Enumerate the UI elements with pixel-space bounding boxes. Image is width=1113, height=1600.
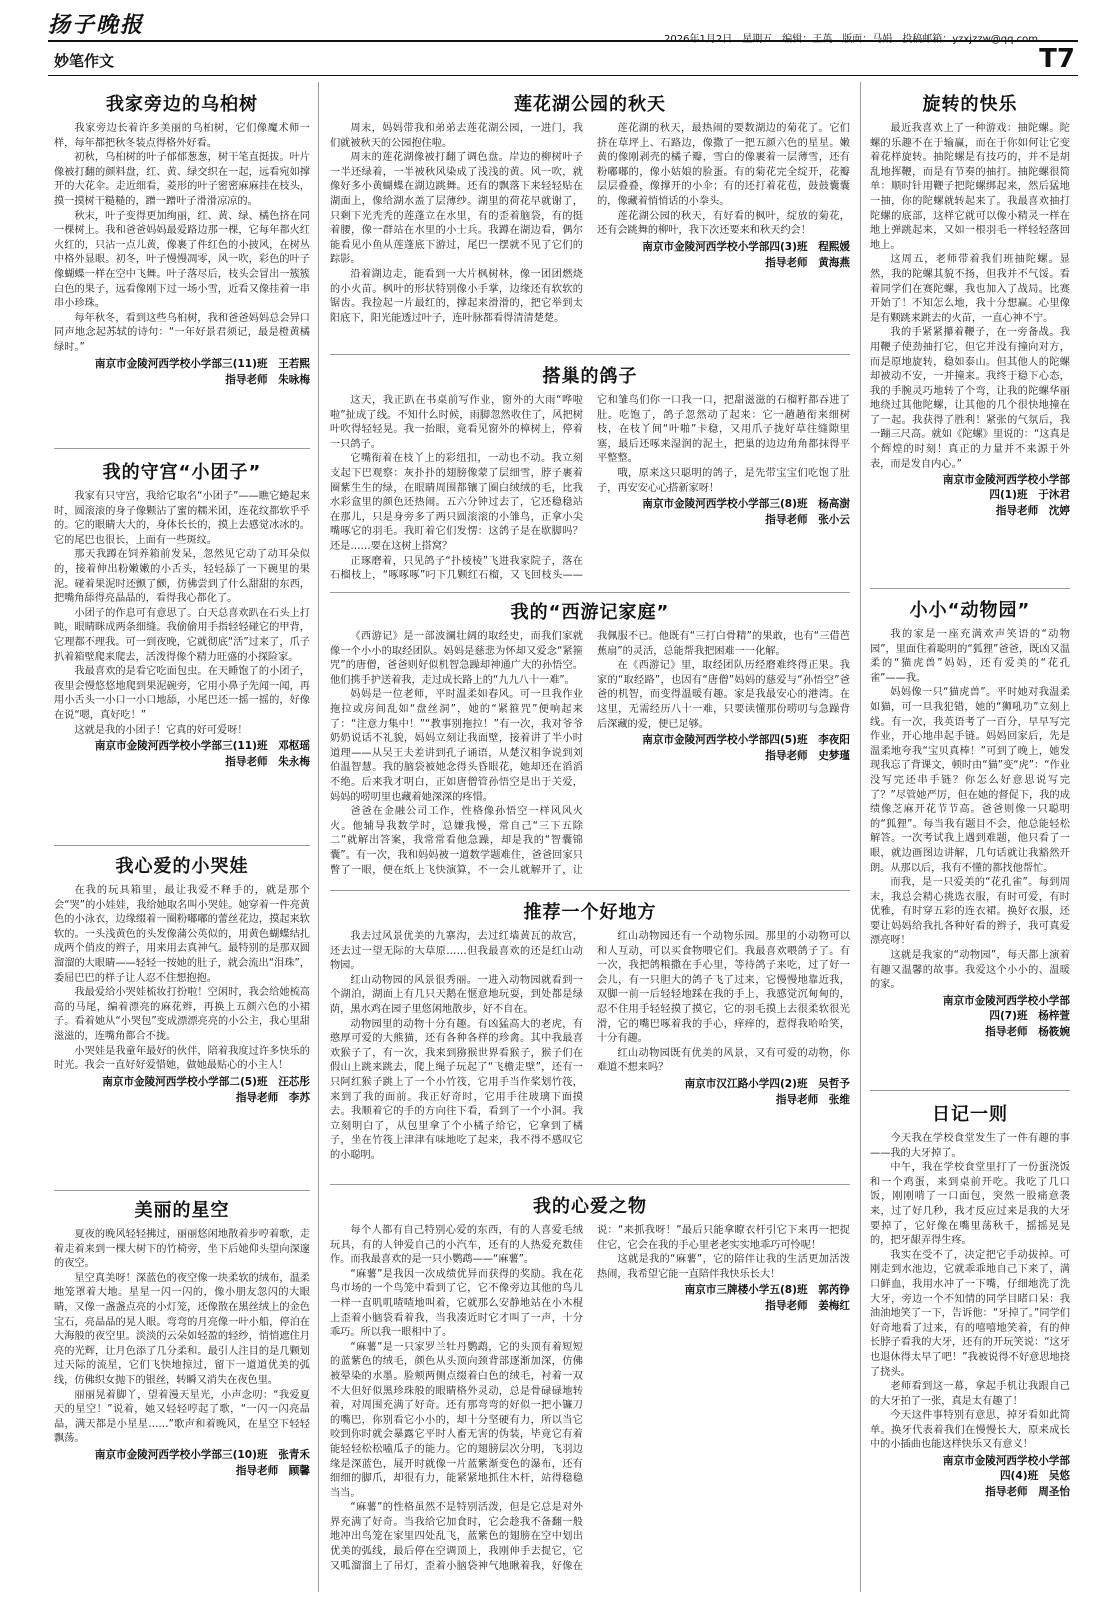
- article-author: 南京市金陵河西学校小学部 四(4)班 吴悠: [942, 1455, 1070, 1483]
- article-riji: [870, 1100, 1070, 1594]
- article-author: 南京市金陵河西学校小学部三(10)班 张青禾: [94, 1448, 310, 1461]
- article-teacher: 指导老师 黄海燕: [765, 256, 850, 269]
- section-title: 妙笔作文: [54, 52, 115, 70]
- masthead: [48, 8, 1068, 40]
- article-divider: [54, 845, 310, 846]
- article-title: 我的心爱之物: [533, 1196, 647, 1217]
- article-kuwawa: [54, 852, 310, 1182]
- article-body: 每个人都有自己特别心爱的东西，有的人喜爱毛绒玩具，有的人钟爱自己的小汽车，还有的人热爱充数佳作。而我最喜欢的是一只小鹦鹉——“麻薯”。 “麻薯”是我因一次成绩优异而获得的奖励。我在花鸟市场的一个鸟笼中看到了它，它不像旁边其他的鸟儿一样一直叽叽喳喳地叫着，它就那么安静地站在小木棍上歪着小脑袋看着我，当我凑近时它才叫了一声，十分乖巧。所以我一眼相中了。 “麻薯”是一只家罗兰牡丹鹦鹉，它的头顶有着短短的蓝紫色的绒毛，颜色从头顶向颈背部逐渐加深，仿佛被晕染的水墨。脸颊两侧点缀着白色的绒毛，衬着一双不大但好似黑珍珠般的眼睛格外灵动，总是骨碌碌地转着，对周围充满了好奇。还有那弯弯的好似一把小镰刀的嘴巴，你别看它小小的，却十分坚硬有力，所以当它咬到你时就会暴露它平时人畜无害的伪装，毕竟它有着能轻轻松松嗑瓜子的能力。它的翅膀层次分明，飞羽边缘是深蓝色，展开时就像一片蓝紫渐变色的瀑布，还有细细的脚爪，却很有力，能紧紧地抓住木杆，站得稳稳当当。 “麻薯”的性格虽然不是特别活泼，但是它总是对外界充满了好奇。当我给它加食时，它会趁我不备翻一般地冲出鸟笼在家里四处乱飞，蓝紫色的翅膀在空中划出优美的弧线，最后停在空调顶上，我刚伸手去捉它，它又呱溜溜上了吊灯，歪着小脑袋神气地瞅着我，好像在说：“来抓我呀！”最后只能拿瞭衣杆引它下来再一把捉住它，它会在我的手心里老老实实地乖巧可怜呢！ 这就是我的“麻薯”，它的陪伴让我的生活更加活泼热闹，我希望它能一直陪伴我快乐长大！ 南京市三牌楼小学五(8)班 郭芮铮 指导老师 姜梅红: [330, 1225, 850, 1572]
- article-xinaizhiwu: [330, 1192, 850, 1594]
- header-rule: [48, 40, 1078, 42]
- article-body: 在我的玩具箱里，最让我爱不释手的，就是那个会“哭”的小娃娃，我给她取名叫小哭娃。她穿着一件亮黄色的小泳衣，边缘缀着一圈粉嘟嘟的蕾丝花边，摸起来软软的。一头浅黄色的头发像蒲公英似的，用黄色蝴蝶结扎成两个俏皮的辫子，用来用去真神气。最特别的是那双圆溜溜的大眼睛——轻轻一按她的肚子，就会流出“泪珠”，委屈巴巴的样子让人忍不住想抱抱。 我最爱给小哭娃梳妆打扮啦！空闲时，我会给她梳高高的马尾，编着漂亮的麻花辫，再换上五颜六色的小裙子。看着她从“小哭包”变成漂漂亮亮的小公主，我心里甜滋滋的，连嘴角都合不拢。 小哭娃是我童年最好的伙伴，陪着我度过许多快乐的时光。我会一直好好爱惜她，做她最贴心的小主人！: [54, 885, 310, 1072]
- article-title: 我的“西游记家庭”: [510, 602, 670, 623]
- article-xuanzhuan: [870, 90, 1070, 584]
- article-teacher: 指导老师 李苏: [235, 1091, 310, 1104]
- article-body: 我去过风景优美的九寨沟，去过红墙黄瓦的故宫，还去过一望无际的大草原……但我最喜欢的还是红山动物园。 红山动物园的风景很秀丽。一进入动物园就看到一个湖泊，湖面上有几只天鹅在惬意地玩耍，到处都是绿荫，黑水鸡在园子里悠闲地散步，好不自在。 动物园里的动物十分有趣。有凶猛高大的老虎，有憨厚可爱的大熊猫，还有各种各样的珍禽。其中我最喜欢猴子了，有一次，我来到猕猴世界看猴子，猴子们在假山上跳来跳去，爬上绳子玩起了“飞檐走壁”，还有一只阿红猴子跳上了一个小竹筏，它用手当作桨划竹筏，来到了我的面前。我正好奇时，它用手往玻璃下面摸去。我顺着它的手的方向往下看，看到了一个小洞。我立刻明白了，从包里拿了个小橘子给它，它拿到了橘子，坐在竹筏上津津有味地吃了起来，我不得不感叹它的小聪明。 红山动物园还有一个动物乐园。那里的小动物可以和人互动，可以买食物喂它们。我最喜欢喂鸽子了。有一次，我把鸽粮撒在手心里，等待鸽子来吃，过了好一会儿，有一只胆大的鸽子飞了过来，它慢慢地靠近我，双脚一前一后轻轻地踩在我的手上，我感觉沉甸甸的，忍不住用手轻轻摸了摸它，它的羽毛摸上去很柔软很光滑，它的嘴巴啄着我的手心，痒痒的，惹得我哈哈笑，十分有趣。 红山动物园既有优美的风景，又有可爱的动物，你难道不想来吗？ 南京市汉江路小学四(2)班 吴哲予 指导老师 张维: [330, 931, 850, 1161]
- article-title: 美丽的星空: [134, 1200, 230, 1221]
- article-author: 南京市金陵河西学校小学部 四(1)班 于沐君: [942, 474, 1070, 502]
- article-haodifang: [330, 898, 850, 1180]
- article-teacher: 指导老师 张小云: [765, 514, 850, 527]
- article-title: 我心爱的小哭娃: [115, 856, 249, 877]
- article-teacher: 指导老师 张维: [775, 1093, 850, 1106]
- article-author: 南京市金陵河西学校小学部二(5)班 汪芯彤: [102, 1075, 310, 1088]
- article-dongwuyuan: [870, 596, 1070, 1076]
- article-title: 我家旁边的乌桕树: [106, 94, 258, 115]
- column-divider: [318, 82, 319, 1592]
- page-number: T7: [1039, 44, 1075, 74]
- article-xiaotuanzi: [54, 458, 310, 838]
- article-title: 旋转的快乐: [922, 94, 1018, 115]
- article-body: 我家旁边长着许多美丽的乌桕树，它们像魔术师一样，每年都把秋冬装点得格外好看。 初秋，乌桕树的叶子郁郁葱葱，树干笔直挺拔。叶片像被打翻的颜料盘，红、黄、绿交织在一起，远看宛如撑开的大花伞。走近细看，菱形的叶子密密麻麻挂在枝头，摸一摸树干糙糙的，蹭一蹭叶子滑滑凉凉的。 秋末，叶子变得更加绚丽，红、黄、绿、橘色挤在同一棵树上。我和爸爸妈妈最爱路边那一棵，它每年都火红火红的，只沾一点儿黄，像裹了件红色的小披风，在树丛中格外显眼。初冬，叶子慢慢凋零，风一吹，彩色的叶子像蝴蝶一样在空中飞舞。叶子落尽后，枝头会冒出一簇簇白色的果子，远看像刚下过一场小雪，近看又像挂着一串串小珍珠。 每年秋冬，看到这些乌桕树，我和爸爸妈妈总会异口同声地念起苏轼的诗句：“一年好景君须记，最是橙黄橘绿时。”: [54, 123, 310, 353]
- newspaper-logo: 扬子晚报: [48, 12, 145, 38]
- article-divider: [54, 448, 310, 449]
- article-author: 南京市金陵河西学校小学部三(11)班 邓枢瑶: [94, 740, 310, 753]
- article-author: 南京市金陵河西学校小学部三(8)班 杨高澍: [642, 498, 850, 511]
- article-teacher: 指导老师 史梦瑾: [765, 750, 850, 763]
- article-teacher: 指导老师 朱咏梅: [225, 373, 310, 386]
- article-title: 搭巢的鸽子: [542, 366, 638, 387]
- article-author: 南京市金陵河西学校小学部四(5)班 李夜阳: [642, 734, 850, 747]
- article-divider: [330, 1184, 850, 1185]
- article-teacher: 指导老师 顾馨: [235, 1464, 310, 1477]
- article-author: 南京市三牌楼小学五(8)班 郭芮铮: [684, 1284, 850, 1297]
- article-body: 我的家是一座充满欢声笑语的“动物园”，里面住着聪明的“狐狸”爸爸，既凶又温柔的“猫虎兽”妈妈，还有爱美的“花孔雀”——我。 妈妈像一只“猫虎兽”。平时她对我温柔如猫，可一旦我犯错，她的“狮吼功”立刻上线。有一次，我英语考了一百分，早早写完作业，开心地串起手链。妈妈回家后，先是温柔地夸我“宝贝真棒！”可到了晚上，她发现我忘了背课文，顿时由“猫”变“虎”：“作业没写完还串手链？你怎么好意思说写完了？”尽管她严厉，但在她的督促下，我的成绩像芝麻开花节节高。爸爸则像一只聪明的“狐狸”。每当我有题目不会，他总能轻松解答。一次考试我上遇到难题，他只看了一眼，就边画图边讲解，几句话就让我豁然开朗。从那以后，我有不懂的都找他帮忙。 而我，是一只爱美的“花孔雀”。每到周末，我总会精心挑选衣服，有时可爱，有时优雅，有时穿五彩的连衣裙。换好衣服，还要让妈妈给我扎各种好看的辫子，我可真爱漂亮呀！ 这就是我家的“动物园”，每天都上演着有趣又温馨的故事。我爱这个小小的、温暖的家。: [870, 629, 1070, 991]
- article-xingkong: [54, 1196, 310, 1594]
- article-body: 这天，我正趴在书桌前写作业，窗外的大雨“哗啦啦”扯成了线。不知什么时候，雨脚忽然收住了，风把树叶吹得轻轻晃。我一抬眼，竟看见窗外的樟树上，停着一只鸽子。 它嘴衔着在枝丫上的彩纽扣，一动也不动。我立刻支起下巴观察：灰扑扑的翅膀像蒙了层细雪，脖子裹着圈紫生生的绿，在眼睛周围都镶了圈白绒绒的毛，比我水彩盒里的颜色还热闹。五六分钟过去了，它还稳稳站在那儿，只是身旁多了两只圆滚滚的小雏鸟，正拿小尖嘴啄它的羽毛。我盯着它们发愣：这鸽子是在歇脚吗？还是……要在这树上搭窝？ 正琢磨着，只见鸽子“扑棱棱”飞进我家院子，落在石榴枝上，“啄啄啄”叼下几颗红石榴，又飞回枝头——它和雏鸟们你一口我一口，把甜滋滋的石榴籽都吞进了肚。吃饱了，鸽子忽然动了起来：它一趟趟衔来细树枝，在枝丫间“叶啪”卡稳，又用爪子拢好草往缝隙里塞，最后还啄来湿润的泥土，把巢的边边角角都抹得平平整整。 哦，原来这只聪明的鸽子，是先带宝宝们吃饱了肚子，再安安心心搭新家呀！ 南京市金陵河西学校小学部三(8)班 杨高澍 指导老师 张小云: [330, 395, 850, 582]
- article-body: 今天我在学校食堂发生了一件有趣的事——我的大牙掉了。 中午，我在学校食堂里打了一份蛋浇饭和一个鸡蛋，来到桌前开吃。我吃了几口饭，刚刚啃了一口面包，突然一股痛意袭来，过了好几秒，我才反应过来是我的大牙要掉了，它好像在嘴里荡秋千，摇摇晃晃的，把牙龈弄得生疼。 我实在受不了，决定把它手动拔掉。可刚走到水池边，它就乖乖地自己下来了，满口鲜血，我用水冲了一下嘴，仔细地洗了洗大牙，旁边一个不知情的同学目睹口呆：我油油地笑了一下，告诉他：“牙掉了。”同学们好奇地看了过来，有的嘻嘻地笑着，有的伸长脖子看我的大牙，还有的开玩笑说：“这牙也退休得太早了吧！”我被说得不好意思地挠了挠头。 老师看到这一幕，拿起手机让我跟自己的大牙拍了一张，真是太有趣了！ 今天这件事特别有意思，掉牙看如此简单。换牙代表着我们在慢慢长大，原来成长中的小插曲也能这样快乐又有意义！: [870, 1133, 1070, 1451]
- article-wujiu: [54, 90, 310, 442]
- article-body: 《西游记》是一部波澜壮阔的取经史，而我们家就像一个小小的取经团队。妈妈是慈悲为怀却又爱念“紧箍咒”的唐僧，爸爸则好似机智急躁却神通广大的孙悟空。他们携手护送着我，走过成长路上的“九九八十一难”。 妈妈是一位老师，平时温柔如春风。可一旦我作业拖拉或房间乱如“盘丝洞”，她的“紧箍咒”便响起来了：“注意力集中！”“教事别拖拉！”有一次，我对爷爷奶奶说话不礼貌，妈妈立刻让我面壁，接着讲了半小时道理——从吴王夫差讲到孔子诵语，从楚汉相争说到刘伯温智慧。我的脑袋被她念得头昏眼花，她却还在滔滔不绝。后来我才明白，正如唐僧管孙悟空是出于关爱，妈妈的唠叨里也藏着她深深的疼惜。 爸爸在金融公司工作，性格像孙悟空一样风风火火。他辅导我数学时，总嫌我慢，常自己“三下五除二”就解出答案，我常常看他急躁，却是我的“智囊锦囊”。有一次，我和妈妈被一道数学题难住，爸爸回家只瞥了一眼，便在纸上飞快演算，不一会儿就解开了，让我佩服不已。他既有“三打白骨精”的果敢，也有“三借芭蕉扇”的灵活，总能帮我把困难一一化解。 在《西游记》里，取经团队历经磨难终得正果。我家的“取经路”，也因有“唐僧”妈妈的慈爱与“孙悟空”爸爸的机智，而变得温暖有趣。家是我最安心的港湾。在这里，无需经历八十一难，只要读懂那份唠叨与急躁背后深藏的爱，便已足够。 南京市金陵河西学校小学部四(5)班 李夜阳 指导老师 史梦瑾: [330, 631, 850, 876]
- issue-info: [664, 30, 1038, 45]
- article-teacher: 指导老师 姜梅红: [765, 1300, 850, 1313]
- article-body: 周末，妈妈带我和弟弟去莲花湖公园，一进门，我们就被秋天的公园抱住啦。 周末的莲花湖像被打翻了调色盘。岸边的柳树叶子一半还绿着，一半被秋风染成了浅浅的黄。风一吹，就像好多小黄蝴蝶在湖边跳舞。还有的飘落下来轻轻贴在湖面上，像给湖水盖了层薄纱。湖里的荷花早就谢了，只剩下光秃秃的莲蓬立在水里，有的歪着脑袋，有的挺着腰，像一群站在水里的小士兵。我蹲在湖边看，偶尔能看见小鱼从莲蓬底下游过，尾巴一摆就不见了它们的踪影。 沿着湖边走，能看到一大片枫树林，像一团团燃烧的小火苗。枫叶的形状特别像小手掌，边缘还有软软的锯齿。我捡起一片最红的，撑起来滑滑的，把它举到太阳底下，阳光能透过叶子，连叶脉都看得清清楚楚。 莲花湖的秋天，最热闹的要数湖边的菊花了。它们挤在草坪上、石路边，像撒了一把五颜六色的星星。嫩黄的像刚剥壳的橘子瓣，雪白的像裹着一层薄雪，还有粉嘟嘟的，像小姑娘的脸蛋。有的菊花完全绽开，花瓣层层叠叠，像撑开的小伞；有的还打着花苞，鼓鼓囊囊的，像藏着悄悄话的小拳头。 莲花湖公园的秋天，有好看的枫叶，绽放的菊花，还有会跳舞的柳叶，我下次还要来和秋天约会！ 南京市金陵河西学校小学部四(3)班 程熙媛 指导老师 黄海燕: [330, 123, 850, 324]
- article-body: 最近我喜欢上了一种游戏：抽陀螺。陀螺的乐趣不在于输赢，而在于你如何让它变着花样旋转。抽陀螺是有技巧的，并不是胡乱地挥鞭，而是有节奏的抽打。抽陀螺很简单：顺时针用鞭子把陀螺绑起来，然后猛地一抽，你的陀螺就转起来了。我最喜欢抽打陀螺的底部，这样它就可以像小精灵一样在地上弹跳起来，又如一根羽毛一样轻轻落回地上。 这周五，老师带着我们班抽陀螺。显然，我的陀螺其貌不扬，但我并不气馁。看着同学们在赛陀螺，我也加入了战局。比赛开始了！不知怎么地，我十分想赢。心里像是有颗跳来跳去的火苗，一直心神不宁。 我的手紧紧攥着鞭子，在一旁备战。我用鞭子使劲抽打它，但它并没有撞向对方，而是原地旋转，稳如泰山。但其他人的陀螺却被动不安，一并撞来。我终于稳下心态，我的手腕灵巧地转了个弯，让我的陀螺华丽地绕过其他陀螺，让其他的几个很快地撞在了一起。我获得了胜利！紧张的气氛后，我一蹦三尺高。就如《陀螺》里说的：“这真是个辉煌的时刻！真正的力量并不来源于外表，而是发自内心。”: [870, 123, 1070, 470]
- article-author: 南京市金陵河西学校小学部 四(7)班 杨梓萱: [942, 994, 1070, 1022]
- article-title: 我的守宫“小团子”: [102, 462, 262, 483]
- article-teacher: 指导老师 沈婷: [995, 505, 1070, 518]
- article-xiyouji: [330, 598, 850, 888]
- section-rule: [48, 75, 1078, 76]
- article-teacher: 指导老师 周圣怡: [985, 1486, 1070, 1499]
- article-divider: [330, 354, 850, 355]
- article-divider: [330, 592, 850, 593]
- article-author: 南京市汉江路小学四(2)班 吴哲予: [684, 1077, 850, 1090]
- article-teacher: 指导老师 朱永梅: [225, 756, 310, 769]
- article-body: 夏夜的晚风轻轻拂过，丽丽悠闲地散着步哼着歌，走着走着来到一棵大树下的竹椅旁，坐下后她仰头望向深邃的夜空。 星空真美呀！深蓝色的夜空像一块柔软的绒布，温柔地笼罩着大地。星星一闪一闪的，像小朋友忽闪的大眼睛，又像一盏盏点亮的小灯笼，还像散在黑丝绒上的金色宝石，亮晶晶的晃人眼。弯弯的月亮像一叶小船，停泊在大海般的夜空里。淡淡的云朵如轻盈的轻纱，悄悄遮住月亮的光辉，让月色添了几分柔和。最引人注目的是几颗划过天际的流星，它们飞快地掠过，留下一道道优美的弧线，仿佛织女抛下的银丝，转瞬又消失在夜色里。 丽丽晃着脚丫，望着漫天星光，小声念叨：“我爱夏天的星空！”说着，她又轻轻哼起了歌，“一闪一闪亮晶晶，满天都是小星星……”歌声和着晚风，在星空下轻轻飘荡。: [54, 1229, 310, 1445]
- article-teacher: 指导老师 杨筱婉: [985, 1025, 1070, 1038]
- article-divider: [870, 1090, 1070, 1091]
- article-divider: [330, 890, 850, 891]
- article-body: 我家有只守宫，我给它取名“小团子”——瞧它蜷起来时，圆滚滚的身子像颗沾了蜜的糯米团，连花纹都软乎乎的。它的眼睛大大的，身体长长的，摸上去感觉冰冰的。它的尾巴也很长，上面有一些斑纹。 那天我蹲在饲养箱前发呆，忽然见它动了动耳朵似的，接着伸出粉嫩嫩的小舌头，轻轻舔了一下碗里的果泥。碰着果泥时还颤了颤，仿佛尝到了什么甜甜的东西，把嘴角舔得亮晶晶的，看得我心都化了。 小团子的作息可有意思了。白天总喜欢趴在石头上打盹，眼睛眯成两条细缝。我偷偷用手指轻轻碰它的甲背，它理都不理我。可一到夜晚，它就彻底“活”过来了，爪子扒着箱壁爬来爬去，活泼得像个精力旺盛的小探险家。 我最喜欢的是看它吃面包虫。在天睡饱了的小团子，夜里会慢悠悠地爬到果泥碗旁，它用小鼻子先闻一闻，再用小舌头一小口一小口地舔，小尾巴还一摇一摇的，好像在说“嗯，真好吃！” 这就是我的小团子！它真的好可爱呀！: [54, 491, 310, 736]
- article-title: 推荐一个好地方: [523, 902, 657, 923]
- article-gezi: [330, 362, 850, 590]
- article-title: 莲花湖公园的秋天: [514, 94, 666, 115]
- article-author: 南京市金陵河西学校小学部三(11)班 王若熙: [94, 357, 310, 370]
- article-author: 南京市金陵河西学校小学部四(3)班 程熙媛: [642, 240, 850, 253]
- article-title: 日记一则: [932, 1104, 1008, 1125]
- article-divider: [54, 1190, 310, 1191]
- article-title: 小小“动物园”: [909, 600, 1031, 621]
- article-divider: [870, 588, 1070, 589]
- article-lianhuahu: [330, 90, 850, 348]
- column-divider: [860, 82, 861, 1592]
